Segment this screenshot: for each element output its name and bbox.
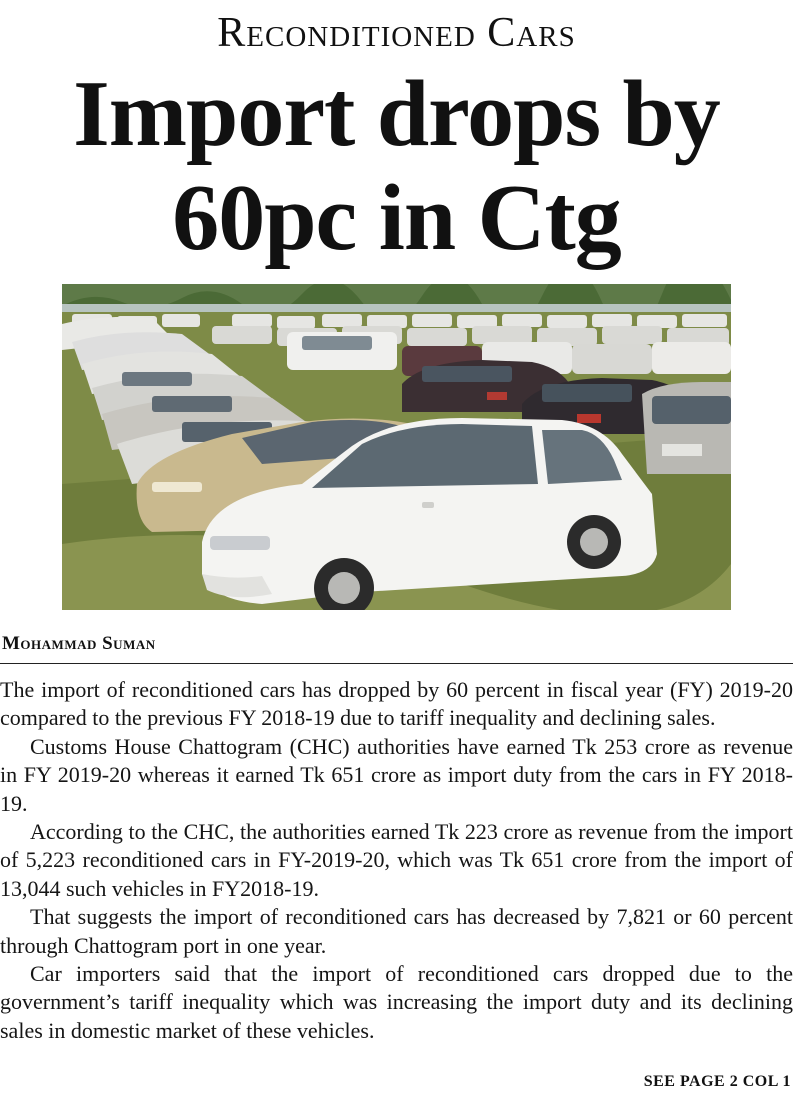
byline-divider [0,663,793,664]
paragraph: That suggests the import of reconditioned cars has decreased by 7,821 or 60 percent through Chattogram port in one year. [0,904,793,958]
headline: Import drops by 60pc in Ctg [73,62,720,270]
paragraph: Customs House Chattogram (CHC) authorities have earned Tk 253 crore as revenue in FY 2019-20 whereas it earned Tk 651 crore as import duty from the cars in FY 2018-19. [0,733,793,816]
section-kicker: Reconditioned Cars [217,10,576,56]
byline: Mohammad Suman [2,633,156,654]
article-body [0,676,793,1045]
paragraph: According to the CHC, the authorities earned Tk 223 crore as revenue from the import of 5,223 reconditioned cars in FY-2019-20, which was Tk 651 crore from the import of 13,044 such vehicles in FY2018-19. [0,819,793,901]
paragraph: Car importers said that the import of reconditioned cars dropped due to the government’s tariff inequality which was increasing the import duty and its declining sales in domestic market of these vehicles. [0,961,793,1043]
continued-jump-line: SEE PAGE 2 COL 1 [643,1073,791,1090]
paragraph: The import of reconditioned cars has dropped by 60 percent in fiscal year (FY) 2019-20 compared to the previous FY 2018-19 due to tariff inequality and declining sales. [0,677,793,731]
article-photo [62,284,731,610]
